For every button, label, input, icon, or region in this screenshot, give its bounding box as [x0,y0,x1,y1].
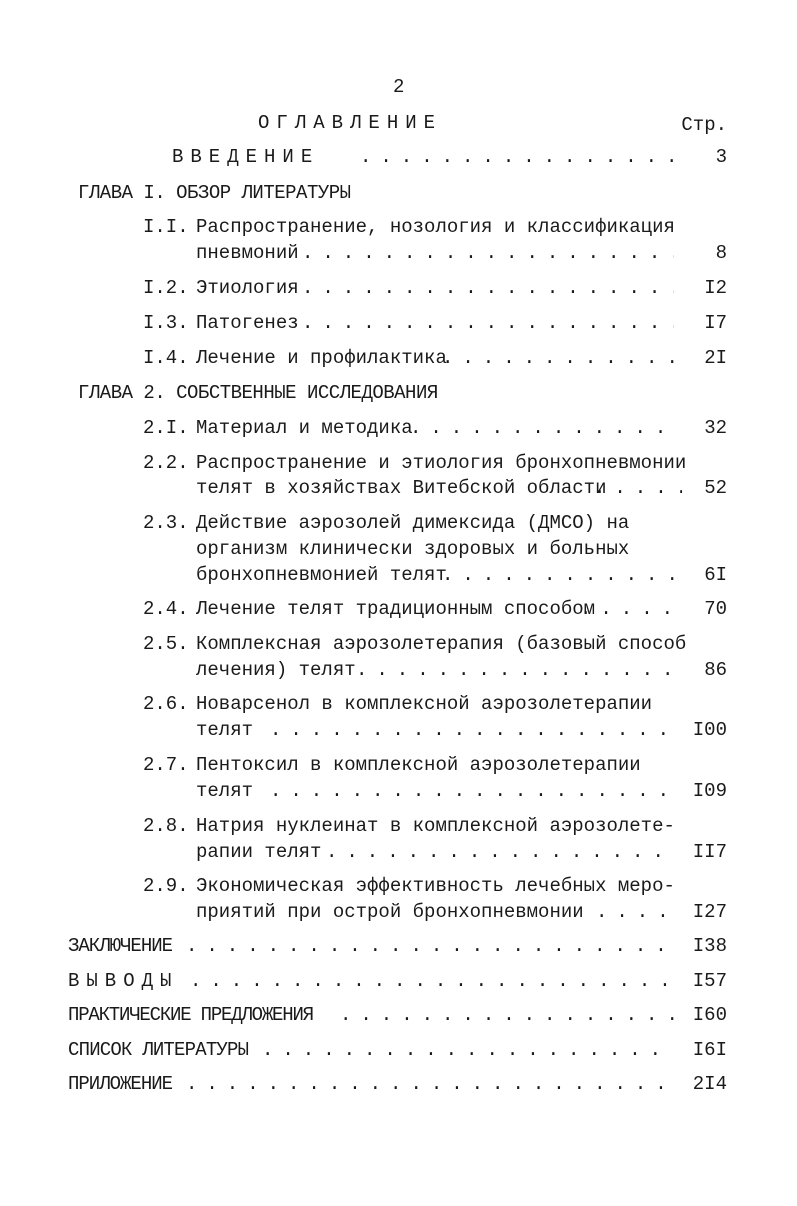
toc-entry-label: ПРАКТИЧЕСКИЕ ПРЕДЛОЖЕНИЯ [68,1004,313,1026]
toc-entry-number: 2.2. [143,452,189,474]
toc-entry-page: II7 [692,841,727,863]
toc-entry-page: 3 [715,146,727,168]
leader-dots [262,1039,674,1061]
page-column-label: Стр. [681,114,727,136]
toc-entry-label: Лечение телят традиционным способом [196,598,596,620]
toc-entry-page: I38 [692,935,727,957]
toc-entry-label: Материал и методика [196,417,413,439]
toc-entry-intro [0,146,797,172]
leader-dots [442,564,674,586]
toc-entry-label: СПИСОК ЛИТЕРАТУРЫ [68,1039,249,1061]
toc-entry-page: 70 [704,598,727,620]
toc-entry-label: лечения) телят [196,659,356,681]
toc-entry-label: организм клинически здоровых и больных [196,538,630,560]
toc-entry-2-9-cont [0,901,797,927]
chapter-2-title: ГЛАВА 2. СОБСТВЕННЫЕ ИССЛЕДОВАНИЯ [78,382,438,404]
toc-entry-2-2-cont [0,477,797,503]
page-number: 2 [393,76,405,98]
toc-entry-number: I.3. [143,312,189,334]
toc-entry-page: 52 [704,477,727,499]
toc-entry-2-6 [0,693,797,719]
toc-entry-label: Комплексная аэрозолетерапия (базовый способ [196,633,687,655]
toc-entry-label: ПРИЛОЖЕНИЕ [68,1073,173,1095]
toc-entry-label: ВВЕДЕНИЕ [172,146,320,168]
toc-entry-2-3-cont [0,538,797,564]
toc-entry-2-6-cont [0,719,797,745]
toc-entry-label: бронхопневмонией телят [196,564,447,586]
toc-entry-label: Натрия нуклеинат в комплексной аэрозолете- [196,815,675,837]
toc-entry-label: Пентоксил в комплексной аэрозолетерапии [196,754,641,776]
leader-dots [302,242,674,264]
toc-entry-2-4 [0,598,797,624]
toc-entry-label: ВЫВОДЫ [68,970,179,992]
leader-dots [596,901,674,923]
toc-entry-references [0,1039,797,1065]
leader-dots [580,598,674,620]
toc-entry-page: I27 [692,901,727,923]
leader-dots [326,841,674,863]
leader-dots [186,1073,674,1095]
leader-dots [302,312,674,334]
chapter-1-title: ГЛАВА I. ОБЗОР ЛИТЕРАТУРЫ [78,182,351,204]
leader-dots [340,1004,674,1026]
toc-title: ОГЛАВЛЕНИЕ [258,112,443,134]
toc-entry-label: Распространение, нозология и классификация [196,216,675,238]
leader-dots [442,347,674,369]
toc-entry-practical [0,1004,797,1030]
leader-dots [356,659,674,681]
toc-entry-label: телят [196,780,254,802]
toc-entry-number: I.2. [143,277,189,299]
toc-entry-page: I00 [692,719,727,741]
toc-entry-2-8-cont [0,841,797,867]
toc-entry-label: Патогенез [196,312,299,334]
toc-entry-label: Действие аэрозолей димексида (ДМСО) на [196,512,630,534]
toc-entry-number: 2.7. [143,754,189,776]
leader-dots [270,719,674,741]
toc-entry-2-7-cont [0,780,797,806]
toc-entry-label: приятий при острой бронхопневмонии [196,901,584,923]
toc-entry-findings [0,970,797,996]
toc-entry-appendix [0,1073,797,1099]
leader-dots [302,277,674,299]
toc-entry-1-4 [0,347,797,373]
toc-entry-conclusion [0,935,797,961]
toc-entry-number: 2.9. [143,875,189,897]
toc-entry-page: I57 [692,970,727,992]
toc-entry-2-2 [0,452,797,478]
toc-entry-label: ЗАКЛЮЧЕНИЕ [68,935,173,957]
toc-entry-page: 32 [704,417,727,439]
toc-entry-page: 8 [715,242,727,264]
toc-entry-1-1-cont [0,242,797,268]
leader-dots [186,935,674,957]
toc-entry-label: телят в хозяйствах Витебской области [196,477,607,499]
toc-entry-2-3 [0,512,797,538]
toc-entry-2-3-cont2 [0,564,797,590]
toc-entry-2-5 [0,633,797,659]
toc-entry-label: Лечение и профилактика [196,347,447,369]
toc-entry-number: 2.4. [143,598,189,620]
toc-entry-label: телят [196,719,254,741]
toc-entry-number: I.I. [143,216,189,238]
toc-entry-page: I2 [704,277,727,299]
toc-entry-label: Распространение и этиология бронхопневмонии [196,452,687,474]
toc-entry-2-7 [0,754,797,780]
toc-entry-page: I09 [692,780,727,802]
toc-entry-2-1 [0,417,797,443]
toc-entry-2-5-cont [0,659,797,685]
toc-entry-2-8 [0,815,797,841]
toc-entry-label: пневмоний [196,242,299,264]
toc-entry-label: Новарсенол в комплексной аэрозолетерапии [196,693,653,715]
toc-entry-page: I60 [692,1004,727,1026]
leader-dots [270,780,674,802]
toc-entry-page: 6I [704,564,727,586]
toc-entry-number: 2.5. [143,633,189,655]
toc-entry-page: 2I [704,347,727,369]
toc-entry-number: 2.6. [143,693,189,715]
toc-entry-number: 2.8. [143,815,189,837]
toc-entry-page: 2I4 [692,1073,727,1095]
toc-entry-2-9 [0,875,797,901]
toc-entry-number: I.4. [143,347,189,369]
toc-entry-1-3 [0,312,797,338]
toc-entry-number: 2.I. [143,417,189,439]
toc-entry-page: 86 [704,659,727,681]
toc-entry-page: I7 [704,312,727,334]
toc-entry-1-2 [0,277,797,303]
toc-entry-page: I6I [692,1039,727,1061]
toc-entry-label: Экономическая эффективность лечебных меро- [196,875,675,897]
toc-entry-number: 2.3. [143,512,189,534]
leader-dots [410,417,674,439]
leader-dots [594,477,682,499]
toc-entry-1-1 [0,216,797,242]
toc-entry-label: Этиология [196,277,299,299]
leader-dots [360,146,675,168]
toc-entry-label: рапии телят [196,841,322,863]
leader-dots [190,970,674,992]
